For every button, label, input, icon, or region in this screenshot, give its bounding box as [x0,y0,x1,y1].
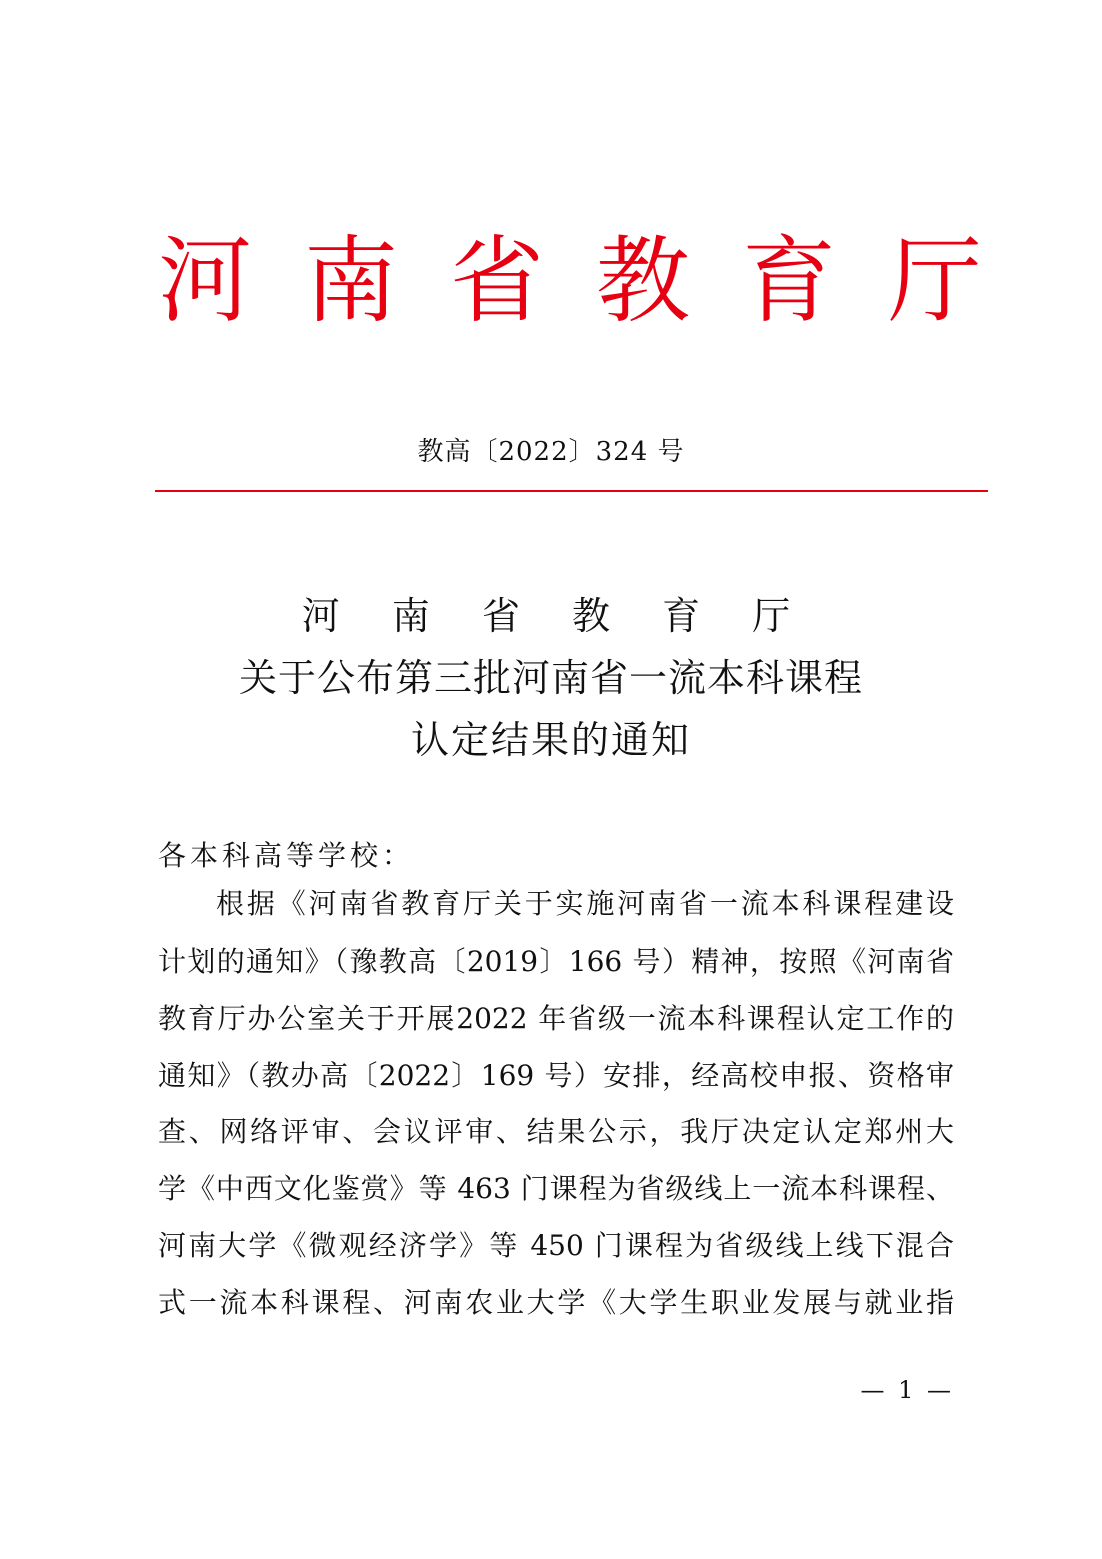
body-line: 学《中西文化鉴赏》等 463 门课程为省级线上一流本科课程、 [158,1172,954,1205]
authority-char: 河 [157,227,252,336]
body-line: 式一流本科课程、河南农业大学《大学生职业发展与就业指 [158,1286,954,1319]
body-line: 查、网络评审、会议评审、结果公示，我厅决定认定郑州大 [158,1115,954,1148]
issuing-authority-header [150,222,990,342]
title-line-1: 河 南 省 教 育 厅 [301,594,811,638]
body-line: 教育厅办公室关于开展2022 年省级一流本科课程认定工作的 [158,1002,954,1035]
title-line-2: 关于公布第三批河南省一流本科课程 [238,656,863,700]
body-line: 河南大学《微观经济学》等 450 门课程为省级线上线下混合 [158,1229,954,1262]
title-line-3: 认定结果的通知 [410,718,691,762]
body-line: 根据《河南省教育厅关于实施河南省一流本科课程建设 [216,887,954,920]
authority-char: 南 [303,227,398,336]
authority-char: 教 [595,227,690,336]
authority-char: 厅 [887,227,982,336]
red-divider-line [155,490,988,492]
body-line: 计划的通知》（豫教高〔2019〕166 号）精神，按照《河南省 [158,945,954,978]
salutation: 各本科高等学校： [158,839,415,872]
document-number: 教高〔2022〕324 号 [417,437,685,467]
authority-char: 省 [449,227,544,336]
page-number: — 1 — [860,1376,954,1404]
authority-char: 育 [741,227,836,336]
body-line: 通知》（教办高〔2022〕169 号）安排，经高校申报、资格审 [158,1059,954,1092]
